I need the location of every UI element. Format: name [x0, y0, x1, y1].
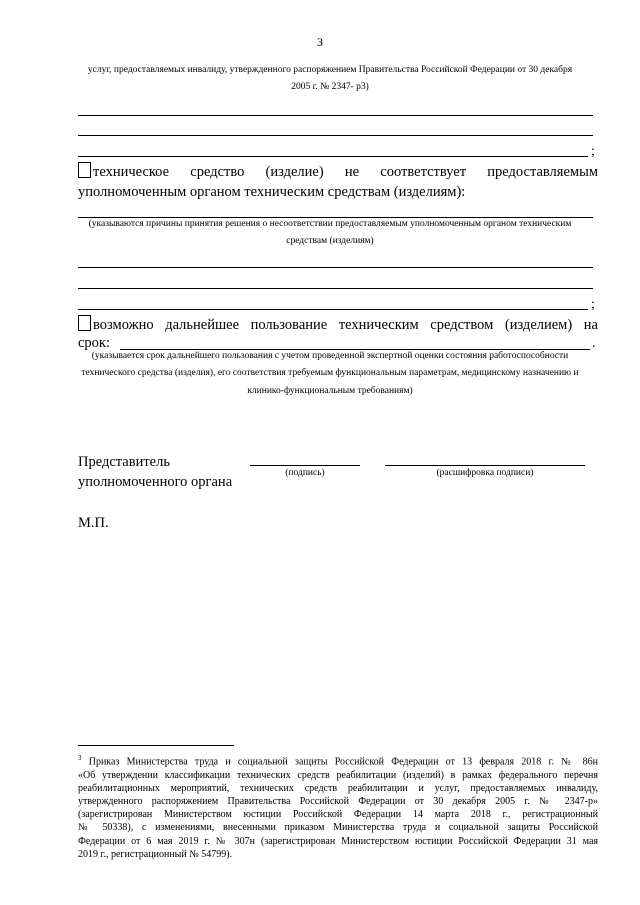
footnote-line: 2019 г., регистрационный № 54799).	[78, 848, 233, 860]
fill-line	[78, 267, 593, 268]
footnote-line: Федерации от 6 мая 2019 г. № 307н (зарегистрирован Министерством юстиции Российской Федерации 31 мая	[78, 835, 598, 847]
fill-line	[78, 115, 593, 116]
signature-decode-caption: (расшифровка подписи)	[436, 468, 534, 478]
option1-line-2: уполномоченным органом техническим средствам (изделиям):	[78, 184, 466, 200]
signature-caption: (подпись)	[285, 468, 325, 478]
fill-line	[78, 156, 588, 157]
option2-hint-2: технического средства (изделия), его соответствия требуемым функциональным параметрам, медицинскому назначению и	[81, 368, 579, 378]
checkbox-further-use[interactable]	[78, 315, 91, 331]
option1-hint-1: (указываются причины принятия решения о несоответствии предоставляемым уполномоченным органом техническим	[88, 219, 572, 229]
option2-line-2: срок:	[78, 335, 111, 351]
option2-line-1	[78, 315, 598, 335]
option1-line-1	[78, 162, 598, 182]
semicolon: ;	[591, 297, 595, 312]
footnote-line	[78, 752, 598, 769]
header-line-2: 2005 г. № 2347- р3)	[291, 82, 369, 92]
checkbox-not-conform[interactable]	[78, 162, 91, 178]
footnote-line: № 50338), с изменениями, внесенными приказом Министерства труда и социальной защиты Российской	[78, 822, 598, 834]
semicolon: ;	[591, 144, 595, 159]
footnote-line: утвержденного распоряжением Правительства Российской Федерации от 30 декабря 2005 г. № 2347-р»	[78, 795, 598, 807]
option2-hint-1: (указывается срок дальнейшего пользования с учетом проведенной экспертной оценки состояния работоспособности	[91, 351, 569, 361]
option1-hint-2: средствам (изделиям)	[286, 236, 374, 246]
footnote	[78, 752, 598, 861]
page-number: 3	[317, 35, 323, 49]
period: .	[592, 336, 596, 351]
option2-text-1: возможно дальнейшее пользование техническим средством (изделием) на	[93, 317, 598, 333]
option2-hint-3: клинико-функциональным требованиям)	[247, 386, 413, 396]
footnote-text: Приказ Министерства труда и социальной защиты Российской Федерации от 13 февраля 2018 г. № 86н	[88, 756, 598, 768]
stamp-place: М.П.	[78, 515, 109, 531]
signature-label-1: Представитель	[78, 454, 170, 470]
option1-text-1: техническое средство (изделие) не соответствует предоставляемым	[93, 164, 598, 180]
header-line-1: услуг, предоставляемых инвалиду, утвержденного распоряжением Правительства Российской Федерации от 30 декабря	[87, 65, 573, 75]
fill-line	[78, 309, 588, 310]
footnote-line: (зарегистрирован Министерством юстиции Российской Федерации 14 марта 2018 г., регистрационный	[78, 809, 598, 821]
footnote-marker: 3	[78, 754, 82, 762]
fill-line	[78, 288, 593, 289]
signature-decode-line	[385, 465, 585, 466]
footnote-line: реабилитационных мероприятий, технических средств реабилитации и услуг, предоставляемых инвалиду,	[78, 782, 598, 794]
fill-line	[78, 135, 593, 136]
signature-line	[250, 465, 360, 466]
signature-label-2: уполномоченного органа	[78, 474, 233, 490]
footnote-separator	[78, 745, 234, 746]
footnote-line: «Об утверждении классификации технических средств реабилитации (изделий) в рамках федерального перечня	[78, 769, 598, 781]
